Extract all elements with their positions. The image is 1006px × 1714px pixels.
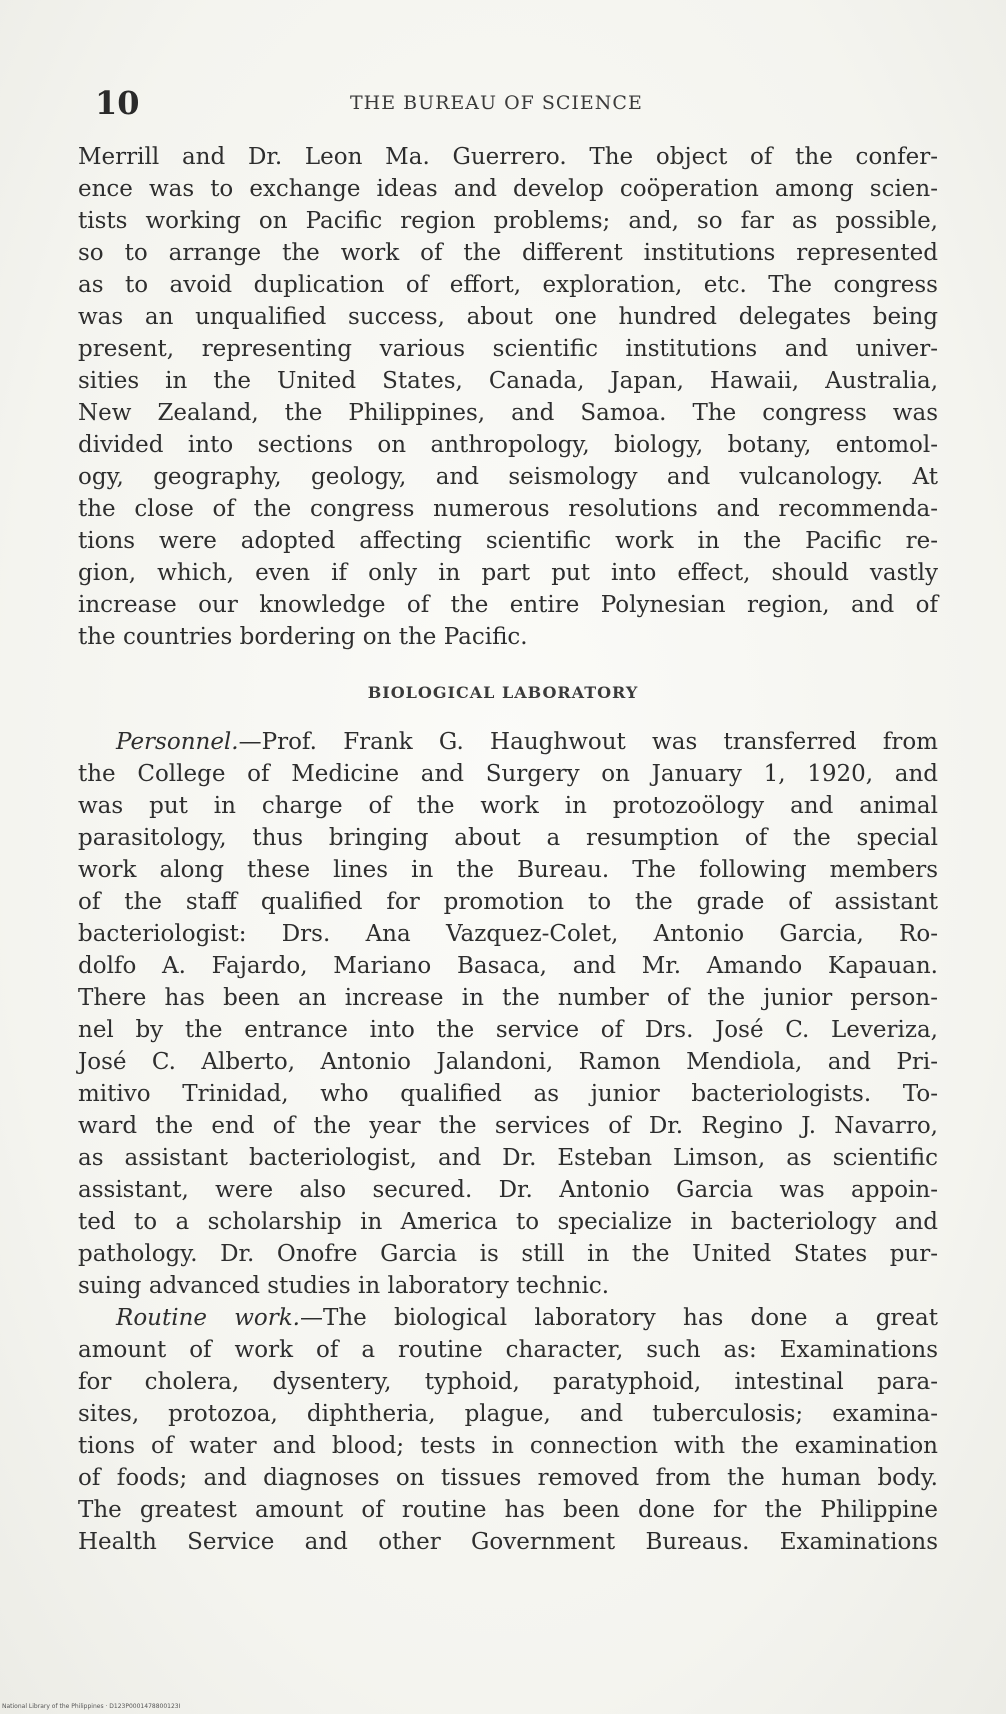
text-line: tists working on Pacific region problems; and, so far as possible, (78, 208, 938, 234)
text-line: as to avoid duplication of effort, exploration, etc. The congress (78, 272, 938, 298)
text-line: of the staff qualified for promotion to the grade of assistant (78, 889, 938, 915)
text-line: nel by the entrance into the service of Drs. José C. Leveriza, (78, 1017, 938, 1043)
text-line: Merrill and Dr. Leon Ma. Guerrero. The object of the confer- (78, 144, 938, 170)
text-line: tions of water and blood; tests in connection with the examination (78, 1433, 938, 1459)
section-heading-biological-laboratory: BIOLOGICAL LABORATORY (367, 683, 639, 702)
text-line: sities in the United States, Canada, Japan, Hawaii, Australia, (78, 368, 938, 394)
text-line: bacteriologist: Drs. Ana Vazquez-Colet, Antonio Garcia, Ro- (78, 921, 938, 947)
text-line: gion, which, even if only in part put into effect, should vastly (78, 560, 938, 586)
text-line: suing advanced studies in laboratory technic. (78, 1273, 610, 1299)
text-line: New Zealand, the Philippines, and Samoa. The congress was (78, 400, 938, 426)
text-line: ence was to exchange ideas and develop coöperation among scien- (78, 176, 938, 202)
text-line: of foods; and diagnoses on tissues removed from the human body. (78, 1465, 938, 1491)
running-head: THE BUREAU OF SCIENCE (350, 92, 643, 114)
text-line: mitivo Trinidad, who qualified as junior bacteriologists. To- (78, 1081, 938, 1107)
text-line: dolfo A. Fajardo, Mariano Basaca, and Mr. Amando Kapauan. (78, 953, 938, 979)
text-line: ogy, geography, geology, and seismology and vulcanology. At (78, 464, 938, 490)
text-line: ward the end of the year the services of Dr. Regino J. Navarro, (78, 1113, 938, 1139)
text-line: pathology. Dr. Onofre Garcia is still in the United States pur- (78, 1241, 938, 1267)
text-line: amount of work of a routine character, such as: Examinations (78, 1337, 938, 1363)
text-line: the close of the congress numerous resolutions and recommenda- (78, 496, 938, 522)
text-line: José C. Alberto, Antonio Jalandoni, Ramon Mendiola, and Pri- (78, 1049, 938, 1075)
text-line: parasitology, thus bringing about a resumption of the special (78, 825, 938, 851)
text-line: present, representing various scientific institutions and univer- (78, 336, 938, 362)
run-in-head-routine-work: Routine work. (116, 1305, 300, 1331)
page-number: 10 (95, 84, 140, 122)
text-line: the College of Medicine and Surgery on January 1, 1920, and (78, 761, 938, 787)
text-line: the countries bordering on the Pacific. (78, 624, 528, 650)
text-line-first (78, 726, 938, 758)
text-line-first (78, 1302, 938, 1334)
scan-credit: National Library of the Philippines · D123P0001478800123I (2, 1703, 181, 1710)
text-line-rest: —Prof. Frank G. Haughwout was transferred from (238, 729, 938, 755)
text-line: was put in charge of the work in protozoölogy and animal (78, 793, 938, 819)
text-line: divided into sections on anthropology, biology, botany, entomol- (78, 432, 938, 458)
text-line: sites, protozoa, diphtheria, plague, and tuberculosis; examina- (78, 1401, 938, 1427)
text-line: work along these lines in the Bureau. The following members (78, 857, 938, 883)
run-in-head-personnel: Personnel. (116, 729, 239, 755)
text-line: There has been an increase in the number of the junior person- (78, 985, 938, 1011)
text-line-rest: —The biological laboratory has done a great (300, 1305, 938, 1331)
text-line: tions were adopted affecting scientific work in the Pacific re- (78, 528, 938, 554)
paragraph-personnel (78, 726, 938, 1558)
text-line: so to arrange the work of the different institutions represented (78, 240, 938, 266)
text-line: increase our knowledge of the entire Polynesian region, and of (78, 592, 938, 618)
text-line: for cholera, dysentery, typhoid, paratyphoid, intestinal para- (78, 1369, 938, 1395)
text-line: ted to a scholarship in America to specialize in bacteriology and (78, 1209, 938, 1235)
text-line: assistant, were also secured. Dr. Antonio Garcia was appoin- (78, 1177, 938, 1203)
text-line: Health Service and other Government Bureaus. Examinations (78, 1529, 938, 1555)
text-line: was an unqualified success, about one hundred delegates being (78, 304, 938, 330)
paragraph-congress (78, 141, 938, 653)
text-line: as assistant bacteriologist, and Dr. Esteban Limson, as scientific (78, 1145, 938, 1171)
text-line: The greatest amount of routine has been done for the Philippine (78, 1497, 938, 1523)
